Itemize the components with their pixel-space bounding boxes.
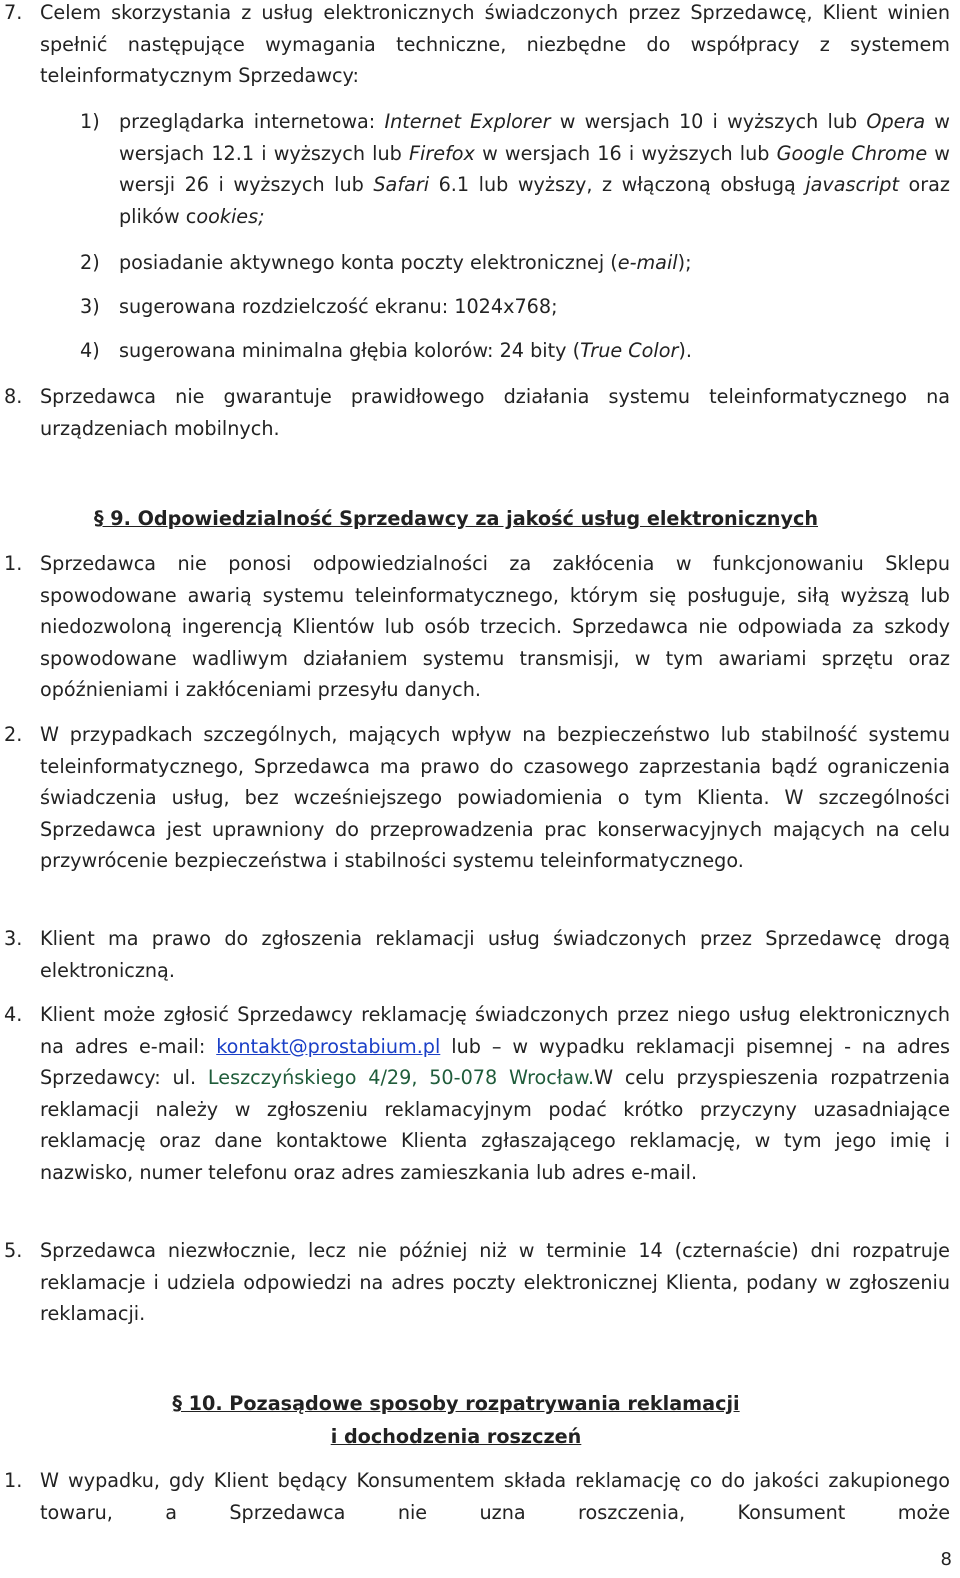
page-number: 8 (940, 1549, 952, 1570)
item-number: 1. (4, 552, 23, 575)
item-number: 1. (4, 1469, 23, 1492)
item-text: Sprzedawca niezwłocznie, lecz nie później niż w terminie 14 (czternaście) dni rozpatruje reklamacje i udziela odpowiedzi na adres poczty elektronicznej Klienta, podany w zgłoszeniu reklamacji. (40, 1239, 950, 1325)
item-text: Sprzedawca nie ponosi odpowiedzialności za zakłócenia w funkcjonowaniu Sklepu spowodowane awarią systemu teleinformatycznego, którym się posługuje, siłą wyższą lub niedozwoloną ingerencją Klientów lub osób trzecich. Sprzedawca nie odpowiada za szkody spowodowane wadliwym działaniem systemu transmisji, w tym awariami sprzętu oraz opóźnieniami i zakłóceniami przesyłu danych. (40, 552, 950, 701)
list-item-number: 1) (80, 110, 100, 133)
list-item-text: przeglądarka internetowa: Internet Explorer w wersjach 10 i wyższych lub Opera w wersjach 12.1 i wyższych lub Firefox w wersjach 16 i wyższych lub Google Chrome w wersji 26 i wyższych lub Safari 6.1 lub wyższy, z włączoną obsługą javascript oraz plików cookies; (119, 110, 950, 228)
item-number: 4. (4, 1003, 23, 1026)
item-number: 5. (4, 1239, 23, 1262)
paragraph-number: 8. (4, 385, 23, 408)
item-text: Klient ma prawo do zgłoszenia reklamacji usług świadczonych przez Sprzedawcę drogą elektroniczną. (40, 927, 950, 982)
section-heading: § 10. Pozasądowe sposoby rozpatrywania reklamacji (172, 1392, 740, 1415)
item-text: Klient może zgłosić Sprzedawcy reklamację świadczonych przez niego usług elektronicznych na adres e-mail: kontakt@prostabium.pl lub – w wypadku reklamacji pisemnej - na adres Sprzedawcy: ul. Leszczyńskiego 4/29, 50-078 Wrocław.W celu przyspieszenia rozpatrzenia reklamacji należy w zgłoszeniu reklamacyjnym podać krótko przyczyny uzasadniające reklamację oraz dane kontaktowe Klienta zgłaszającego reklamację, w tym jego imię i nazwisko, numer telefonu oraz adres zamieszkania lub adres e-mail. (40, 1003, 950, 1184)
paragraph-number: 7. (4, 1, 23, 24)
paragraph-text: Sprzedawca nie gwarantuje prawidłowego działania systemu teleinformatycznego na urządzeniach mobilnych. (40, 385, 950, 440)
list-item-text: sugerowana minimalna głębia kolorów: 24 bity (True Color). (119, 339, 692, 362)
section-heading-line-2: i dochodzenia roszczeń (330, 1425, 582, 1448)
item-number: 3. (4, 927, 23, 950)
seller-address: Leszczyńskiego 4/29, 50-078 Wrocław. (207, 1066, 595, 1089)
list-item-text: sugerowana rozdzielczość ekranu: 1024x768; (119, 295, 558, 318)
item-number: 2. (4, 723, 23, 746)
list-item-text: posiadanie aktywnego konta poczty elektronicznej (e-mail); (119, 251, 692, 274)
item-text: W wypadku, gdy Klient będący Konsumentem składa reklamację co do jakości zakupionego towaru, a Sprzedawca nie uzna roszczenia, Konsument może (40, 1469, 950, 1524)
section-heading: § 9. Odpowiedzialność Sprzedawcy za jakość usług elektronicznych (93, 507, 819, 530)
list-item-number: 4) (80, 339, 100, 362)
paragraph-text: Celem skorzystania z usług elektronicznych świadczonych przez Sprzedawcę, Klient winien spełnić następujące wymagania techniczne, niezbędne do współpracy z systemem teleinformatycznym Sprzedawcy: (40, 1, 950, 87)
email-link[interactable]: kontakt@prostabium.pl (216, 1034, 441, 1058)
list-item-number: 2) (80, 251, 100, 274)
list-item-number: 3) (80, 295, 100, 318)
item-text: W przypadkach szczególnych, mających wpływ na bezpieczeństwo lub stabilność systemu teleinformatycznego, Sprzedawca ma prawo do czasowego zaprzestania bądź ograniczenia świadczenia usług, bez wcześniejszego powiadomienia o tym Klienta. W szczególności Sprzedawca jest uprawniony do przeprowadzenia prac konserwacyjnych mających na celu przywrócenie bezpieczeństwa i stabilności systemu teleinformatycznego. (40, 723, 950, 872)
